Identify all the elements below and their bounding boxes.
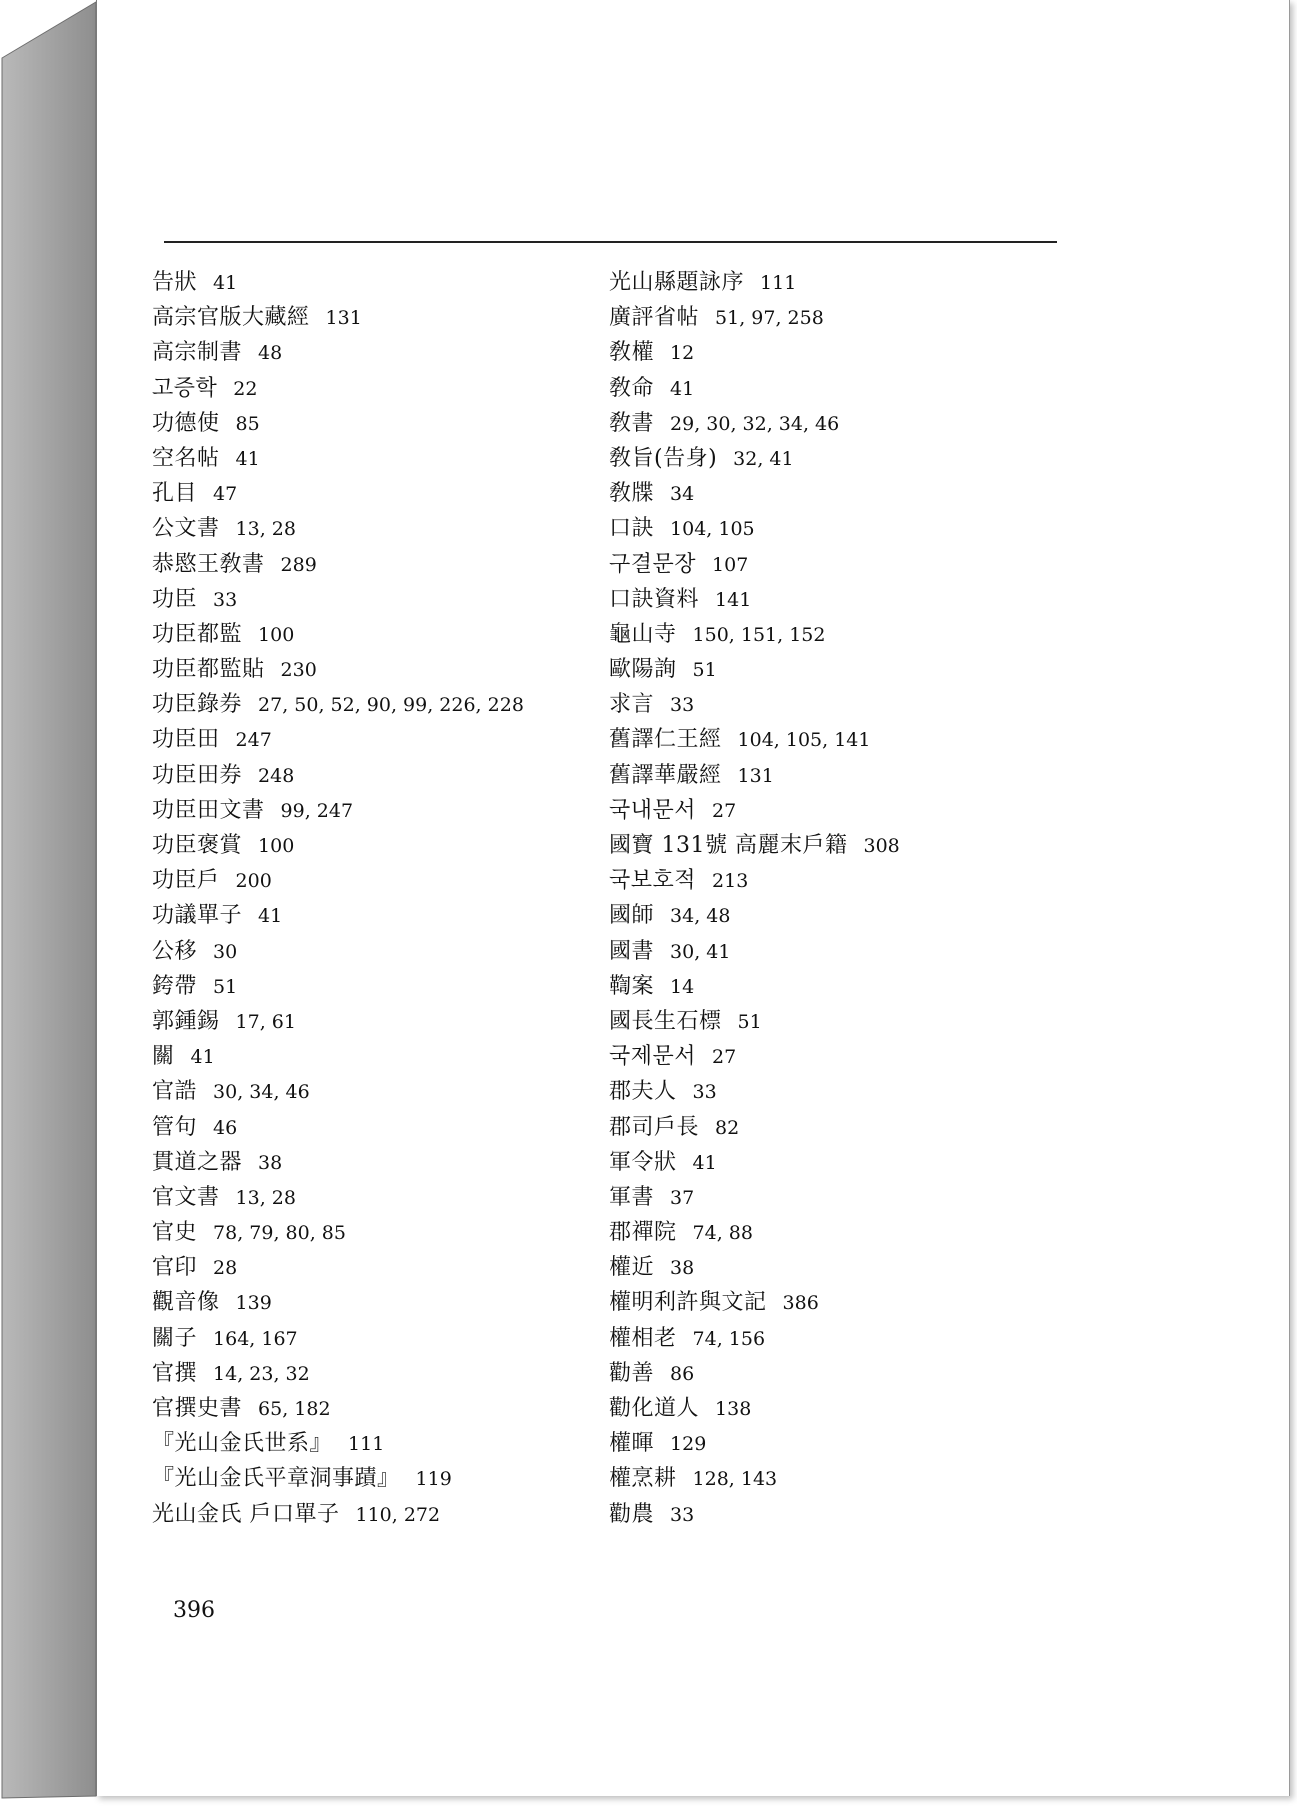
index-entry bbox=[152, 1426, 524, 1461]
index-entry bbox=[152, 300, 524, 335]
index-entry bbox=[152, 1461, 524, 1496]
index-entry bbox=[609, 441, 900, 476]
index-pages: 12 bbox=[670, 342, 695, 365]
index-term: 舊譯仁王經 bbox=[609, 727, 722, 753]
index-term: 『光山金氏世系』 bbox=[152, 1431, 333, 1457]
index-term: 公移 bbox=[152, 938, 198, 964]
index-entry bbox=[609, 1497, 900, 1532]
index-term: 郡禪院 bbox=[609, 1220, 677, 1246]
index-entry bbox=[152, 793, 524, 828]
index-term: 關子 bbox=[152, 1325, 198, 1351]
index-entry bbox=[152, 406, 524, 441]
index-entry bbox=[609, 1074, 900, 1109]
index-term: 權明利許與文記 bbox=[609, 1290, 767, 1316]
index-entry bbox=[152, 687, 524, 722]
index-pages: 34 bbox=[670, 483, 695, 506]
index-pages: 28 bbox=[213, 1257, 238, 1280]
index-entry bbox=[152, 1497, 524, 1532]
index-term: 敎旨(告身) bbox=[609, 445, 718, 471]
index-pages: 27 bbox=[712, 799, 737, 822]
index-entry bbox=[609, 1356, 900, 1391]
index-entry bbox=[152, 1074, 524, 1109]
index-term: 敎牒 bbox=[609, 481, 655, 507]
index-pages: 51 bbox=[737, 1010, 762, 1033]
index-column-left bbox=[152, 265, 524, 1532]
index-term: 求言 bbox=[609, 692, 655, 718]
index-pages: 32, 41 bbox=[733, 447, 794, 470]
index-pages: 29, 30, 32, 34, 46 bbox=[670, 412, 840, 435]
index-pages: 131 bbox=[737, 764, 774, 787]
index-pages: 41 bbox=[213, 272, 238, 294]
index-pages: 41 bbox=[258, 905, 283, 928]
index-pages: 141 bbox=[715, 588, 752, 611]
index-pages: 41 bbox=[692, 1151, 717, 1174]
index-pages: 22 bbox=[233, 377, 258, 400]
index-entry bbox=[609, 1250, 900, 1285]
index-entry bbox=[152, 265, 524, 300]
index-entry bbox=[609, 371, 900, 406]
index-pages: 74, 156 bbox=[692, 1327, 766, 1350]
index-term: 功臣田文書 bbox=[152, 797, 265, 823]
index-pages: 41 bbox=[235, 447, 260, 470]
index-term: 歐陽詢 bbox=[609, 657, 677, 683]
index-term: 勸化道人 bbox=[609, 1396, 700, 1421]
index-term: 口訣資料 bbox=[609, 586, 700, 612]
index-term: 국내문서 bbox=[609, 797, 697, 823]
index-entry bbox=[152, 511, 524, 546]
index-term: 光山縣題詠序 bbox=[609, 270, 745, 295]
index-term: 國師 bbox=[609, 903, 655, 929]
index-term: 국보호적 bbox=[609, 868, 697, 894]
index-term: 勸善 bbox=[609, 1360, 655, 1386]
index-entry bbox=[152, 1180, 524, 1215]
index-pages: 386 bbox=[782, 1292, 819, 1315]
index-pages: 51 bbox=[692, 659, 717, 682]
index-term: 郡夫人 bbox=[609, 1079, 677, 1105]
index-pages: 30 bbox=[213, 940, 238, 963]
page-number: 396 bbox=[173, 1598, 215, 1623]
index-pages: 41 bbox=[670, 377, 695, 400]
index-pages: 110, 272 bbox=[355, 1503, 441, 1526]
index-entry bbox=[152, 1039, 524, 1074]
index-term: 國寶 131號 高麗末戶籍 bbox=[609, 833, 848, 858]
index-pages: 14 bbox=[670, 975, 695, 998]
index-term: 郭鍾錫 bbox=[152, 1008, 220, 1034]
index-entry bbox=[609, 1039, 900, 1074]
index-pages: 14, 23, 32 bbox=[213, 1362, 310, 1385]
index-entry bbox=[609, 617, 900, 652]
index-entry bbox=[609, 1180, 900, 1215]
index-entry bbox=[152, 1321, 524, 1356]
index-pages: 248 bbox=[258, 764, 295, 787]
index-pages: 104, 105 bbox=[670, 518, 755, 541]
index-pages: 100 bbox=[258, 623, 295, 646]
index-term: 觀音像 bbox=[152, 1290, 220, 1316]
index-term: 功臣都監貼 bbox=[152, 657, 265, 683]
index-entry bbox=[152, 1215, 524, 1250]
index-entry bbox=[152, 476, 524, 511]
index-term: 勸農 bbox=[609, 1501, 655, 1527]
index-term: 口訣 bbox=[609, 516, 655, 542]
index-entry bbox=[152, 1356, 524, 1391]
index-entry bbox=[152, 582, 524, 617]
index-entry bbox=[152, 1110, 524, 1145]
index-entry bbox=[609, 300, 900, 335]
index-term: 銙帶 bbox=[152, 973, 198, 999]
index-term: 官文書 bbox=[152, 1184, 220, 1210]
index-pages: 164, 167 bbox=[213, 1327, 298, 1350]
index-term: 空名帖 bbox=[152, 445, 220, 471]
index-pages: 13, 28 bbox=[235, 518, 296, 541]
index-term: 功臣田券 bbox=[152, 762, 243, 788]
index-entry bbox=[609, 1004, 900, 1039]
index-pages: 99, 247 bbox=[280, 799, 354, 822]
index-term: 官誥 bbox=[152, 1079, 198, 1105]
index-pages: 289 bbox=[280, 553, 317, 576]
index-pages: 86 bbox=[670, 1362, 695, 1385]
index-term: 龜山寺 bbox=[609, 621, 677, 647]
index-entry bbox=[152, 617, 524, 652]
index-entry bbox=[152, 1004, 524, 1039]
index-entry bbox=[152, 863, 524, 898]
index-pages: 100 bbox=[258, 835, 295, 857]
index-entry bbox=[609, 582, 900, 617]
index-term: 高宗制書 bbox=[152, 340, 243, 366]
index-pages: 200 bbox=[235, 870, 272, 893]
index-term: 官印 bbox=[152, 1255, 198, 1281]
index-column-right bbox=[609, 265, 900, 1532]
index-term: 軍令狀 bbox=[609, 1149, 677, 1175]
index-entry bbox=[609, 476, 900, 511]
index-term: 『光山金氏平章洞事蹟』 bbox=[152, 1466, 400, 1492]
index-entry bbox=[152, 441, 524, 476]
index-entry bbox=[152, 547, 524, 582]
index-pages: 17, 61 bbox=[235, 1010, 296, 1033]
index-entry bbox=[152, 652, 524, 687]
index-entry bbox=[609, 1145, 900, 1180]
index-entry bbox=[609, 1321, 900, 1356]
index-entry bbox=[609, 1391, 900, 1426]
index-term: 權相老 bbox=[609, 1325, 677, 1351]
index-entry bbox=[152, 828, 524, 863]
index-pages: 85 bbox=[235, 412, 260, 435]
index-entry bbox=[609, 547, 900, 582]
index-term: 國書 bbox=[609, 938, 655, 964]
index-entry bbox=[609, 1215, 900, 1250]
index-term: 公文書 bbox=[152, 516, 220, 542]
index-pages: 46 bbox=[213, 1116, 238, 1139]
index-entry bbox=[609, 1285, 900, 1320]
index-pages: 51, 97, 258 bbox=[715, 307, 824, 330]
index-term: 功議單子 bbox=[152, 903, 243, 929]
index-pages: 150, 151, 152 bbox=[692, 623, 826, 646]
index-entry bbox=[609, 511, 900, 546]
index-term: 光山金氏 戶口單子 bbox=[152, 1501, 340, 1527]
index-entry bbox=[152, 898, 524, 933]
index-pages: 34, 48 bbox=[670, 905, 731, 928]
index-entry bbox=[152, 969, 524, 1004]
index-entry bbox=[152, 335, 524, 370]
index-entry bbox=[152, 1285, 524, 1320]
index-term: 功德使 bbox=[152, 410, 220, 436]
index-entry bbox=[609, 406, 900, 441]
index-term: 告狀 bbox=[152, 270, 198, 295]
index-pages: 27, 50, 52, 90, 99, 226, 228 bbox=[258, 694, 524, 717]
index-pages: 33 bbox=[670, 1503, 695, 1526]
index-pages: 213 bbox=[712, 870, 749, 893]
index-entry bbox=[609, 934, 900, 969]
index-term: 官撰史書 bbox=[152, 1396, 243, 1421]
index-term: 고증학 bbox=[152, 375, 218, 401]
index-pages: 131 bbox=[325, 307, 362, 330]
index-term: 敎命 bbox=[609, 375, 655, 401]
index-pages: 128, 143 bbox=[692, 1468, 778, 1491]
index-pages: 41 bbox=[190, 1046, 215, 1069]
index-pages: 78, 79, 80, 85 bbox=[213, 1222, 346, 1245]
index-entry bbox=[152, 1250, 524, 1285]
index-pages: 74, 88 bbox=[692, 1222, 753, 1245]
index-pages: 47 bbox=[213, 483, 238, 506]
index-term: 敎書 bbox=[609, 410, 655, 436]
index-pages: 139 bbox=[235, 1292, 272, 1315]
index-entry bbox=[152, 1145, 524, 1180]
index-entry bbox=[152, 371, 524, 406]
index-pages: 107 bbox=[712, 553, 749, 576]
index-pages: 38 bbox=[258, 1151, 283, 1174]
index-pages: 51 bbox=[213, 975, 238, 998]
index-term: 恭愍王敎書 bbox=[152, 551, 265, 577]
index-term: 舊譯華嚴經 bbox=[609, 762, 722, 788]
index-entry bbox=[609, 335, 900, 370]
index-pages: 30, 34, 46 bbox=[213, 1081, 310, 1104]
index-entry bbox=[609, 758, 900, 793]
index-term: 軍書 bbox=[609, 1184, 655, 1210]
header-rule bbox=[164, 241, 1057, 243]
index-term: 權烹耕 bbox=[609, 1466, 677, 1492]
index-entry bbox=[609, 898, 900, 933]
index-term: 國長生石標 bbox=[609, 1008, 722, 1034]
index-term: 功臣褒賞 bbox=[152, 833, 243, 858]
index-entry bbox=[609, 793, 900, 828]
index-pages: 27 bbox=[712, 1046, 737, 1069]
index-pages: 65, 182 bbox=[258, 1398, 331, 1420]
index-pages: 37 bbox=[670, 1186, 695, 1209]
index-pages: 33 bbox=[213, 588, 238, 611]
index-pages: 38 bbox=[670, 1257, 695, 1280]
index-pages: 13, 28 bbox=[235, 1186, 296, 1209]
index-term: 敎權 bbox=[609, 340, 655, 366]
index-term: 功臣都監 bbox=[152, 621, 243, 647]
index-pages: 82 bbox=[715, 1116, 740, 1139]
index-entry bbox=[609, 687, 900, 722]
index-term: 孔目 bbox=[152, 481, 198, 507]
index-entry bbox=[609, 969, 900, 1004]
index-pages: 33 bbox=[670, 694, 695, 717]
index-term: 功臣錄券 bbox=[152, 692, 243, 718]
index-entry bbox=[609, 265, 900, 300]
index-entry bbox=[609, 652, 900, 687]
index-pages: 33 bbox=[692, 1081, 717, 1104]
index-pages: 111 bbox=[348, 1433, 385, 1456]
index-entry bbox=[609, 722, 900, 757]
index-term: 權暉 bbox=[609, 1431, 655, 1457]
index-entry bbox=[609, 1110, 900, 1145]
index-pages: 129 bbox=[670, 1433, 707, 1456]
index-pages: 247 bbox=[235, 729, 272, 752]
index-term: 管句 bbox=[152, 1114, 198, 1140]
index-term: 功臣 bbox=[152, 586, 198, 612]
index-term: 功臣戶 bbox=[152, 868, 220, 894]
index-term: 高宗官版大藏經 bbox=[152, 305, 310, 331]
index-term: 廣評省帖 bbox=[609, 305, 700, 331]
index-term: 貫道之器 bbox=[152, 1149, 243, 1175]
index-pages: 119 bbox=[415, 1468, 452, 1491]
index-term: 官史 bbox=[152, 1220, 198, 1246]
index-pages: 230 bbox=[280, 659, 317, 682]
index-term: 功臣田 bbox=[152, 727, 220, 753]
index-entry bbox=[609, 828, 900, 863]
index-term: 權近 bbox=[609, 1255, 655, 1281]
index-term: 鞫案 bbox=[609, 973, 655, 999]
index-entry bbox=[152, 758, 524, 793]
index-term: 국제문서 bbox=[609, 1044, 697, 1070]
index-term: 官撰 bbox=[152, 1360, 198, 1386]
index-entry bbox=[609, 863, 900, 898]
index-entry bbox=[609, 1426, 900, 1461]
index-pages: 48 bbox=[258, 342, 283, 365]
index-entry bbox=[152, 1391, 524, 1426]
index-entry bbox=[152, 722, 524, 757]
index-pages: 104, 105, 141 bbox=[737, 729, 871, 752]
index-pages: 111 bbox=[760, 272, 797, 294]
index-term: 郡司戶長 bbox=[609, 1114, 700, 1140]
index-pages: 30, 41 bbox=[670, 940, 731, 963]
index-pages: 138 bbox=[715, 1398, 752, 1420]
index-pages: 308 bbox=[863, 835, 900, 857]
index-entry bbox=[609, 1461, 900, 1496]
index-term: 關 bbox=[152, 1044, 175, 1070]
index-entry bbox=[152, 934, 524, 969]
index-term: 구결문장 bbox=[609, 551, 697, 577]
